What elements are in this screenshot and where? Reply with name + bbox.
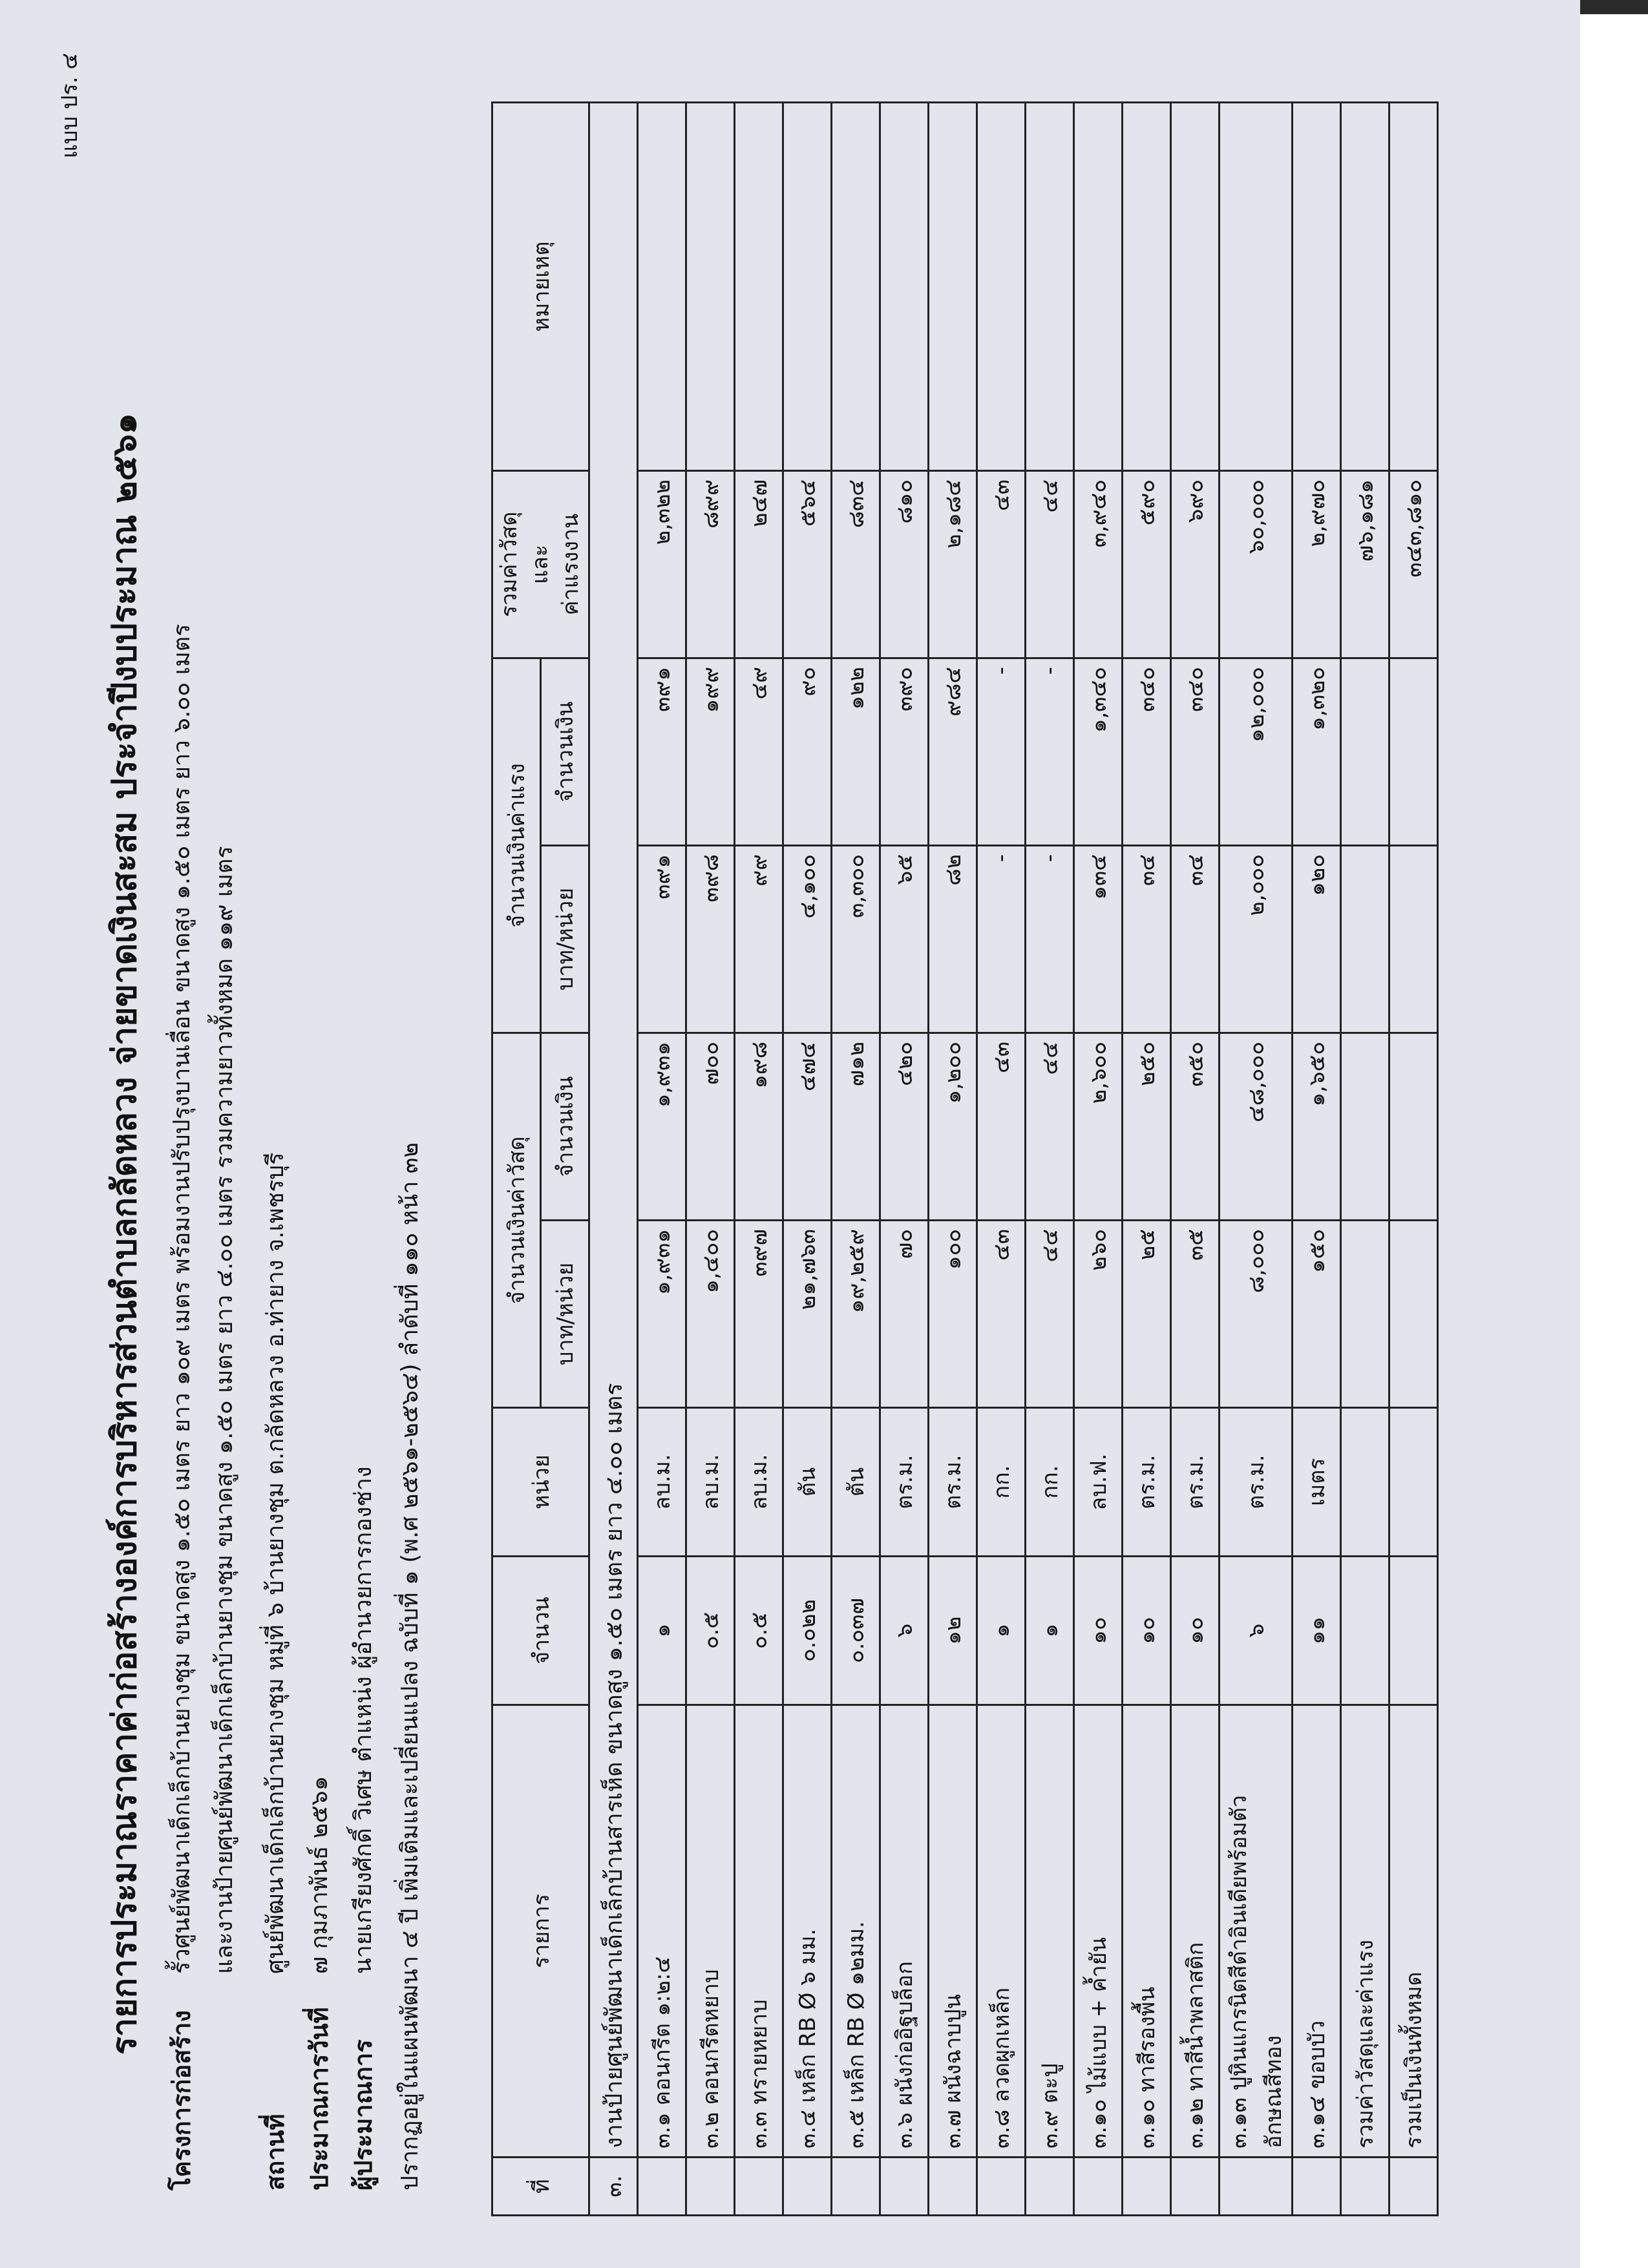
header-labor-group: จำนวนเงินค่าแรง xyxy=(492,658,541,1033)
cell-total: ๒,๙๗๐ xyxy=(1293,470,1341,658)
header-total xyxy=(492,470,589,658)
cell-unit: ลบ.ม. xyxy=(638,1408,686,1557)
cell-labor-per-unit: ๑๓๔ xyxy=(1074,845,1123,1033)
header-labor-amount: จำนวนเงิน xyxy=(541,658,589,845)
cell-item-text-line-2: อักษณสีทอง xyxy=(1261,2035,1287,2148)
table-row xyxy=(977,102,1026,2215)
cell-labor-per-unit: ๒,๐๐๐ xyxy=(1220,845,1293,1033)
cell-labor-amount: - xyxy=(977,658,1026,845)
cell-item xyxy=(638,1705,686,2158)
cell-total: ๘๓๔ xyxy=(832,470,880,658)
cell-no xyxy=(1026,2158,1074,2216)
cell-remark xyxy=(832,102,880,470)
cell-unit: ลบ.ม. xyxy=(735,1408,783,1557)
cell-total: ๔๓ xyxy=(977,470,1026,658)
cell-labor-per-unit: ๙๙ xyxy=(735,845,783,1033)
cell-material-per-unit: ๒๖๐ xyxy=(1074,1221,1123,1408)
cell-item-text: ๓.๑๒ ทาสีน้ำพลาสติก xyxy=(1183,1942,1209,2148)
cell-item-text: ๓.๒ คอนกรีตหยาบ xyxy=(698,1969,724,2148)
cell-qty: ๑๐ xyxy=(1074,1557,1123,1705)
cell-material-per-unit: ๔๓ xyxy=(977,1221,1026,1408)
cell-material-per-unit: ๑๕๐ xyxy=(1293,1221,1341,1408)
scan-edge xyxy=(1580,0,1648,2268)
date-label: ประมาณการวันที่ xyxy=(305,2007,333,2190)
cell-qty: ๑ xyxy=(638,1557,686,1705)
location-label: สถานที่ xyxy=(261,2114,290,2190)
cell-item-text: ๓.๑ คอนกรีต ๑:๒:๔ xyxy=(650,1956,675,2148)
cell-no xyxy=(880,2158,929,2216)
cell-no xyxy=(1123,2158,1171,2216)
plan-note: ปรากฏอยู่ในแผนพัฒนา ๔ ปี เพิ่มเติมและเปลี่ยนแปลง ฉบับที่ ๑ (พ.ศ ๒๕๖๑-๒๕๖๔) ลำดับที่ ๑๑๐ หน้า ๓๒ xyxy=(397,1142,423,2190)
cell-labor-per-unit: - xyxy=(977,845,1026,1033)
cell-material-per-unit: ๓๙๗ xyxy=(735,1221,783,1408)
cell-total: ๔๔ xyxy=(1026,470,1074,658)
cell-remark xyxy=(1171,102,1220,470)
cell-no xyxy=(1074,2158,1123,2216)
cell-qty: ๑๐ xyxy=(1123,1557,1171,1705)
cell-labor-amount: ๑๒๒ xyxy=(832,658,880,845)
cell-item xyxy=(1074,1705,1123,2158)
cell-item xyxy=(1171,1705,1220,2158)
grand-total-row xyxy=(1389,102,1438,2215)
cell-labor-amount: ๙๘๔ xyxy=(929,658,977,845)
cell-material-amount: ๔๒๐ xyxy=(880,1033,929,1220)
cell-labor-amount: ๑๙๙ xyxy=(686,658,735,845)
cell-no xyxy=(686,2158,735,2216)
cell-unit: ตร.ม. xyxy=(929,1408,977,1557)
cell-labor-amount: ๑,๓๔๐ xyxy=(1074,658,1123,845)
header-total-line-3: ค่าแรงงาน xyxy=(558,513,584,616)
cell-labor-per-unit: ๖๕ xyxy=(880,845,929,1033)
cell-item-text: ๓.๓ ทรายหยาบ xyxy=(746,1999,772,2148)
cell-labor-amount: ๓๔๐ xyxy=(1123,658,1171,845)
project-line-1: รั้วศูนย์พัฒนาเด็กเล็กบ้านยางชุม ขนาดสูง ๑.๕๐ เมตร ยาว ๑๐๙ เมตร พร้อมงานปรับปรุงบานเลื่อน ขนาดสูง ๑.๕๐ เมตร ยาว ๖.๐๐ เมตร xyxy=(169,624,195,1974)
header-labor-per-unit: บาท/หน่วย xyxy=(541,845,589,1033)
cell-labor-amount: ๓๙๑ xyxy=(638,658,686,845)
cell-unit: ตัน xyxy=(783,1408,832,1557)
cell-item xyxy=(880,1705,929,2158)
cell-remark xyxy=(1293,102,1341,470)
cell-qty: ๑๒ xyxy=(929,1557,977,1705)
cell-item-text: ๓.๖ ผนังก่ออิฐบล็อก xyxy=(892,1961,918,2148)
project-label: โครงการก่อสร้าง xyxy=(167,2010,196,2190)
cell-labor-per-unit: ๓,๓๐๐ xyxy=(832,845,880,1033)
cell-remark xyxy=(686,102,735,470)
cell-material-amount: ๑,๒๐๐ xyxy=(929,1033,977,1220)
estimator-label: ผู้ประมาณการ xyxy=(349,2039,377,2190)
cell-no xyxy=(832,2158,880,2216)
table-row xyxy=(783,102,832,2215)
cell-no xyxy=(638,2158,686,2216)
cell-material-per-unit: ๑,๙๓๑ xyxy=(638,1221,686,1408)
cell-labor-amount: ๑๒,๐๐๐ xyxy=(1220,658,1293,845)
cell-total: ๘๙๙ xyxy=(686,470,735,658)
cell-material-amount: ๒,๖๐๐ xyxy=(1074,1033,1123,1220)
section-row xyxy=(589,102,638,2215)
cell-item xyxy=(1220,1705,1293,2158)
cell-remark xyxy=(929,102,977,470)
cell-unit: ลบ.ฟ. xyxy=(1074,1408,1123,1557)
cell-qty: ๐.๕ xyxy=(686,1557,735,1705)
cell-item xyxy=(686,1705,735,2158)
document-title: รายการประมาณราคาค่าก่อสร้างองค์การบริหารส่วนตำบลกลัดหลวง จ่ายขาดเงินสะสม ประจำปีงบประมาณ ๒๕๖๑ xyxy=(105,413,144,2055)
cell-remark xyxy=(638,102,686,470)
cell-material-per-unit: ๗๐ xyxy=(880,1221,929,1408)
cell-labor-amount: ๔๙ xyxy=(735,658,783,845)
table-row xyxy=(1220,102,1293,2215)
cell-item xyxy=(977,1705,1026,2158)
cell-item xyxy=(1293,1705,1341,2158)
cell-material-amount: ๔๘,๐๐๐ xyxy=(1220,1033,1293,1220)
header-total-line-2: และ xyxy=(527,544,553,584)
header-material-amount: จำนวนเงิน xyxy=(541,1033,589,1220)
cell-item-text: ๓.๑๔ ขอบบัว xyxy=(1304,2020,1330,2148)
table-row xyxy=(735,102,783,2215)
form-code: แบบ ปร. ๔ xyxy=(57,52,83,158)
cell-labor-per-unit: ๘๒ xyxy=(929,845,977,1033)
cell-total: ๒,๑๘๔ xyxy=(929,470,977,658)
date-value: ๗ กุมภาพันธ์ ๒๕๖๑ xyxy=(306,1776,333,1974)
cell-total: ๖๐,๐๐๐ xyxy=(1220,470,1293,658)
cell-qty: ๐.๐๒๒ xyxy=(783,1557,832,1705)
estimator-value: นายเกรียงศักดิ์ วิเศษ ตำแหน่ง ผู้อำนวยการกองช่าง xyxy=(350,1466,377,1974)
cell-unit: กก. xyxy=(977,1408,1026,1557)
cell-material-amount: ๑,๙๓๑ xyxy=(638,1033,686,1220)
cell-labor-amount: ๓๙๐ xyxy=(880,658,929,845)
table-row xyxy=(686,102,735,2215)
cell-item-text: ๓.๕ เหล็ก RB Ø ๑๒มม. xyxy=(843,1921,869,2148)
cell-material-per-unit: ๒๑,๗๖๓ xyxy=(783,1221,832,1408)
cell-labor-per-unit: ๓๔ xyxy=(1171,845,1220,1033)
cell-unit: ตัน xyxy=(832,1408,880,1557)
cell-material-amount: ๗๑๒ xyxy=(832,1033,880,1220)
location-value: ศูนย์พัฒนาเด็กเล็กบ้านยางชุม หมู่ที่ ๖ บ้านยางชุม ต.กลัดหลวง อ.ท่ายาง จ.เพชรบุรี xyxy=(262,1152,289,1974)
table-row xyxy=(1293,102,1341,2215)
grand-total-label: รวมเป็นเงินทั้งหมด xyxy=(1389,1705,1438,2158)
cell-total: ๘๑๐ xyxy=(880,470,929,658)
cell-material-amount: ๑๙๘ xyxy=(735,1033,783,1220)
cell-material-per-unit: ๔๔ xyxy=(1026,1221,1074,1408)
cell-unit: ลบ.ม. xyxy=(686,1408,735,1557)
cell-no xyxy=(929,2158,977,2216)
cell-qty: ๖ xyxy=(880,1557,929,1705)
header-unit: หน่วย xyxy=(492,1408,589,1557)
cell-qty: ๑๐ xyxy=(1171,1557,1220,1705)
cell-total: ๒,๓๒๒ xyxy=(638,470,686,658)
cell-material-per-unit: ๘,๐๐๐ xyxy=(1220,1221,1293,1408)
cell-material-per-unit: ๒๕ xyxy=(1123,1221,1171,1408)
cell-item-text: ๓.๙ ตะปู xyxy=(1037,2063,1063,2148)
subtotal-value: ๗๖,๑๘๑ xyxy=(1341,470,1389,658)
cell-item-text: ๓.๑๓ ปูหินแกรนิตสีดำอินเดียพร้อมตัว xyxy=(1226,1795,1252,2148)
cell-item xyxy=(929,1705,977,2158)
cell-labor-per-unit: ๓๙๑ xyxy=(638,845,686,1033)
cell-remark xyxy=(735,102,783,470)
subtotal-row xyxy=(1341,102,1389,2215)
cell-item-text: ๓.๗ ผนังฉาบปูน xyxy=(940,1994,966,2148)
cell-labor-amount: ๓๔๐ xyxy=(1171,658,1220,845)
cell-no xyxy=(1293,2158,1341,2216)
table-row xyxy=(1123,102,1171,2215)
section-title: งานป้ายศูนย์พัฒนาเด็กเล็กบ้านสารเห็ด ขนาดสูง ๑.๕๐ เมตร ยาว ๔.๐๐ เมตร xyxy=(589,102,638,2157)
cell-qty: ๐.๕ xyxy=(735,1557,783,1705)
cell-qty: ๑๑ xyxy=(1293,1557,1341,1705)
cell-material-amount: ๑,๖๕๐ xyxy=(1293,1033,1341,1220)
cell-material-per-unit: ๑,๔๐๐ xyxy=(686,1221,735,1408)
cell-item xyxy=(783,1705,832,2158)
cell-total: ๓,๙๔๐ xyxy=(1074,470,1123,658)
cell-unit: เมตร xyxy=(1293,1408,1341,1557)
cell-item-text: ๓.๘ ลวดผูกเหล็ก xyxy=(989,1987,1015,2148)
cell-material-per-unit: ๑๐๐ xyxy=(929,1221,977,1408)
header-material-group: จำนวนเงินค่าวัสดุ xyxy=(492,1033,541,1407)
cell-item xyxy=(735,1705,783,2158)
cell-unit: ตร.ม. xyxy=(880,1408,929,1557)
cell-qty: ๖ xyxy=(1220,1557,1293,1705)
cell-no xyxy=(735,2158,783,2216)
scan-edge-shadow xyxy=(1580,0,1648,14)
cell-unit: ตร.ม. xyxy=(1220,1408,1293,1557)
table-row xyxy=(1074,102,1123,2215)
cell-total: ๖๙๐ xyxy=(1171,470,1220,658)
cell-no xyxy=(977,2158,1026,2216)
cell-unit: ตร.ม. xyxy=(1123,1408,1171,1557)
cell-total: ๕๙๐ xyxy=(1123,470,1171,658)
table-row xyxy=(880,102,929,2215)
cell-no xyxy=(1171,2158,1220,2216)
table-row xyxy=(638,102,686,2215)
cell-remark xyxy=(977,102,1026,470)
header-qty: จำนวน xyxy=(492,1557,589,1705)
cell-no xyxy=(1220,2158,1293,2216)
cell-remark xyxy=(1220,102,1293,470)
cell-labor-per-unit: ๑๒๐ xyxy=(1293,845,1341,1033)
cell-remark xyxy=(1074,102,1123,470)
cell-item-text: ๓.๔ เหล็ก RB Ø ๖ มม. xyxy=(795,1928,821,2148)
table-row xyxy=(832,102,880,2215)
table-row xyxy=(929,102,977,2215)
subtotal-label: รวมค่าวัสดุและค่าแรง xyxy=(1341,1705,1389,2158)
cell-qty: ๑ xyxy=(977,1557,1026,1705)
cell-qty: ๑ xyxy=(1026,1557,1074,1705)
cell-qty: ๐.๐๓๗ xyxy=(832,1557,880,1705)
table-row xyxy=(1026,102,1074,2215)
header-remark: หมายเหตุ xyxy=(492,102,589,470)
cell-labor-per-unit: - xyxy=(1026,845,1074,1033)
cell-remark xyxy=(1123,102,1171,470)
cell-remark xyxy=(880,102,929,470)
cell-item-text: ๓.๑๐ ทาสีรองพื้น xyxy=(1134,1986,1160,2148)
header-no: ที่ xyxy=(492,2158,589,2216)
cell-unit: กก. xyxy=(1026,1408,1074,1557)
header-material-per-unit: บาท/หน่วย xyxy=(541,1221,589,1408)
cell-total: ๒๔๗ xyxy=(735,470,783,658)
cell-labor-amount: - xyxy=(1026,658,1074,845)
cell-item xyxy=(832,1705,880,2158)
section-no: ๓. xyxy=(589,2158,638,2216)
table-row xyxy=(1171,102,1220,2215)
cell-total: ๕๖๔ xyxy=(783,470,832,658)
cell-material-per-unit: ๑๙,๒๕๙ xyxy=(832,1221,880,1408)
estimate-table xyxy=(491,101,1439,2216)
cell-item xyxy=(1026,1705,1074,2158)
cell-labor-amount: ๑,๓๒๐ xyxy=(1293,658,1341,845)
cell-material-amount: ๒๕๐ xyxy=(1123,1033,1171,1220)
cell-labor-per-unit: ๓๔ xyxy=(1123,845,1171,1033)
header-total-line-1: รวมค่าวัสดุ xyxy=(496,511,523,618)
cell-remark xyxy=(783,102,832,470)
cell-unit: ตร.ม. xyxy=(1171,1408,1220,1557)
cell-item xyxy=(1123,1705,1171,2158)
cell-no xyxy=(783,2158,832,2216)
cell-material-amount: ๔๗๔ xyxy=(783,1033,832,1220)
cell-material-amount: ๗๐๐ xyxy=(686,1033,735,1220)
header-item: รายการ xyxy=(492,1705,589,2158)
project-line-2: และงานป้ายศูนย์พัฒนาเด็กเล็กบ้านยางชุม ขนาดสูง ๑.๕๐ เมตร ยาว ๔.๐๐ เมตร รวมความยาวทั้งหมด ๑๑๙ เมตร xyxy=(211,846,238,1974)
cell-material-amount: ๔๓ xyxy=(977,1033,1026,1220)
cell-item-text: ๓.๑๐ ไม้แบบ + ค้ำยัน xyxy=(1086,1937,1112,2148)
cell-remark xyxy=(1026,102,1074,470)
cell-material-per-unit: ๓๕ xyxy=(1171,1221,1220,1408)
cell-material-amount: ๔๔ xyxy=(1026,1033,1074,1220)
cell-labor-amount: ๙๐ xyxy=(783,658,832,845)
cell-labor-per-unit: ๔,๑๐๐ xyxy=(783,845,832,1033)
cell-labor-per-unit: ๓๙๘ xyxy=(686,845,735,1033)
cell-material-amount: ๓๕๐ xyxy=(1171,1033,1220,1220)
grand-total-value: ๓๔๓,๘๑๐ xyxy=(1389,470,1438,658)
